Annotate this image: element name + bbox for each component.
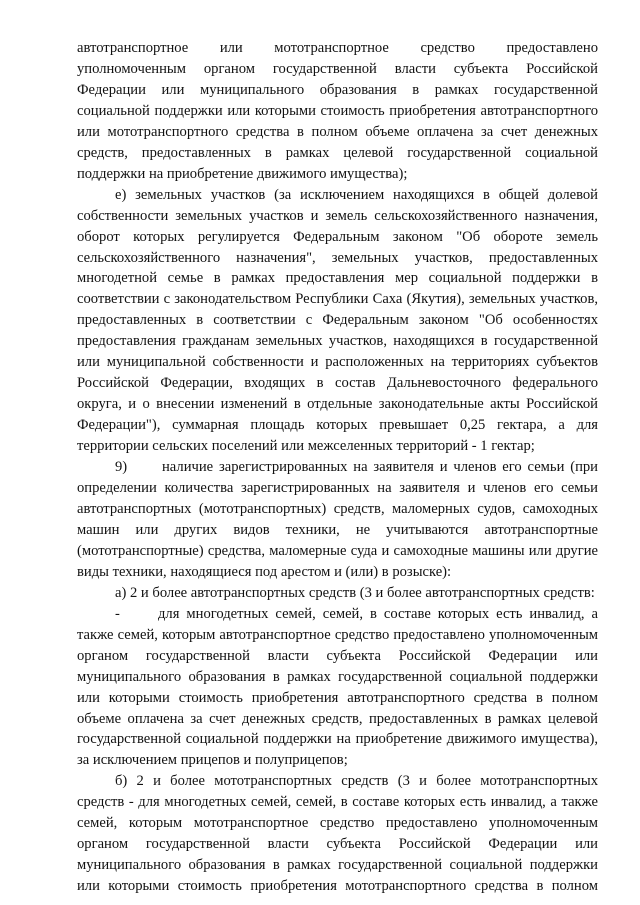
- dash-item-text: для многодетных семей, семей, в составе которых есть инвалид, а также семей, которым автотранспортное средство предоставлено уполномоченным органом государственной власти субъекта Российской Федерации или муниципального образования в рамках государственной социальной поддержки или которыми стоимость приобретения автотранспортного средства в полном объеме оплачена за счет денежных средств, предоставленных в рамках целевой государственной социальной поддержки на приобретение движимого имущества), за исключением прицепов и полуприцепов;: [77, 605, 598, 769]
- dash-marker: -: [115, 605, 120, 622]
- paragraph-subitem-a: а) 2 и более автотранспортных средств (3 и более автотранспортных средств:: [115, 584, 595, 601]
- item-number: 9): [115, 459, 128, 476]
- paragraph-land-plots: е) земельных участков (за исключением находящихся в общей долевой собственности земельных участков и земель сельскохозяйственного назначения, оборот которых регулируется Федеральным законом "Об обороте земель сельскохозяйственного назначения", земельных участков, предоставленных многодетной семье в рамках предоставления мер социальной поддержки в соответствии с законодательством Республики Саха (Якутия), земельных участков, предоставленных в соответствии с Федеральным законом "Об особенностях предоставления гражданам земельных участков, находящихся в государственной или муниципальной собственности и расположенных на территориях субъектов Российской Федерации, входящих в состав Дальневосточного федерального округа, и о внесении изменений в отдельные законодательные акты Российской Федерации"), суммарная площадь которых превышает 0,25 гектара, а для территории сельских поселений или межселенных территорий - 1 гектар;: [77, 186, 598, 455]
- paragraph-item-9: [77, 457, 598, 583]
- paragraph-vehicle-continuation: автотранспортное или мототранспортное средство предоставлено уполномоченным органом государственной власти субъекта Российской Федерации или муниципального образования в рамках государственной социальной поддержки или которыми стоимость приобретения автотранспортного или мототранспортного средства в полном объеме оплачена за счет денежных средств, предоставленных в рамках целевой государственной социальной поддержки на приобретение движимого имущества);: [77, 40, 598, 182]
- paragraph-subitem-b: б) 2 и более мототранспортных средств (3 и более мототранспортных средств - для многодетных семей, семей, в составе которых есть инвалид, а также семей, которым мототранспортное средство предоставлено уполномоченным органом государственной власти субъекта Российской Федерации или муниципального образования в рамках государственной социальной поддержки или которыми стоимость приобретения мототранспортного средства в полном: [77, 773, 598, 895]
- paragraph-dash-item: [77, 604, 598, 772]
- item-9-text: наличие зарегистрированных на заявителя и членов его семьи (при определении количества зарегистрированных на заявителя и членов его семьи автотранспортных (мототранспортных) средств, маломерных судов, самоходных машин или других видов техники, не учитываются автотранспортные (мототранспортные) средства, маломерные суда и самоходные машины или другие виды техники, находящиеся под арестом и (или) в розыске):: [77, 459, 598, 580]
